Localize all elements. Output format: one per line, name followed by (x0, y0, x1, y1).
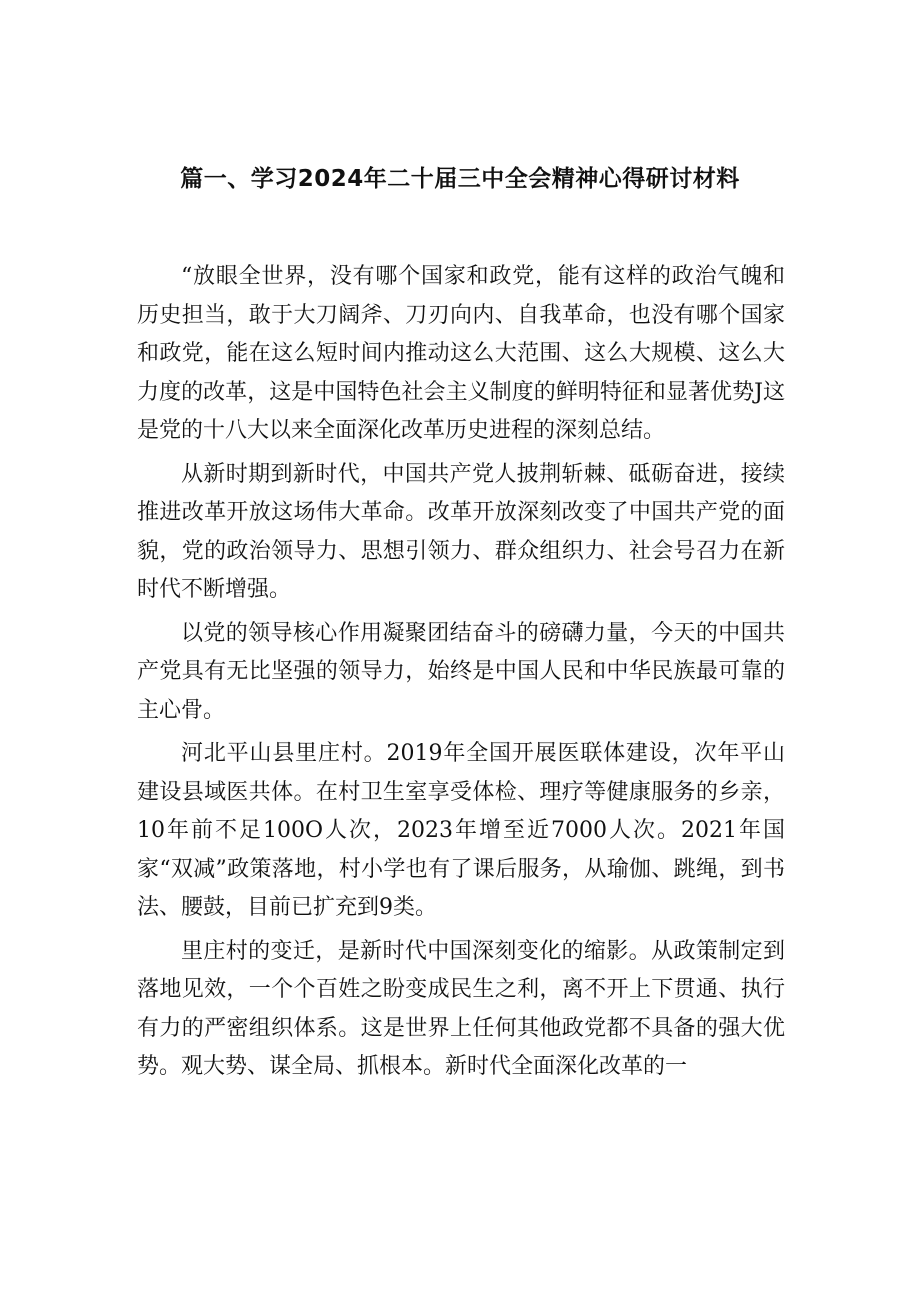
paragraph-2: 从新时期到新时代，中国共产党人披荆斩棘、砥砺奋进，接续推进改革开放这场伟大革命。改革开放深刻改变了中国共产党的面貌，党的政治领导力、思想引领力、群众组织力、社会号召力在新时代不断增强。 (137, 461, 785, 602)
paragraph-3: 以党的领导核心作用凝聚团结奋斗的磅礴力量，今天的中国共产党具有无比坚强的领导力，始终是中国人民和中华民族最可靠的主心骨。 (137, 620, 785, 723)
document-body (137, 258, 785, 1092)
paragraph-4: 河北平山县里庄村。2019年全国开展医联体建设，次年平山建设县域医共体。在村卫生室享受体检、理疗等健康服务的乡亲，10年前不足100O人次，2023年增至近7000人次。2021年国家“双减”政策落地，村小学也有了课后服务，从瑜伽、跳绳，到书法、腰鼓，目前已扩充到9类。 (137, 741, 785, 920)
paragraph-5: 里庄村的变迁，是新时代中国深刻变化的缩影。从政策制定到落地见效，一个个百姓之盼变成民生之利，离不开上下贯通、执行有力的严密组织体系。这是世界上任何其他政党都不具备的强大优势。观大势、谋全局、抓根本。新时代全面深化改革的一 (137, 938, 785, 1079)
document-title: 篇一、学习2024年二十届三中全会精神心得研讨材料 (180, 166, 740, 192)
paragraph-1: “放眼全世界，没有哪个国家和政党，能有这样的政治气魄和历史担当，敢于大刀阔斧、刀刃向内、自我革命，也没有哪个国家和政党，能在这么短时间内推动这么大范围、这么大规模、这么大力度的改革，这是中国特色社会主义制度的鲜明特征和显著优势J这是党的十八大以来全面深化改革历史进程的深刻总结。 (137, 264, 785, 443)
